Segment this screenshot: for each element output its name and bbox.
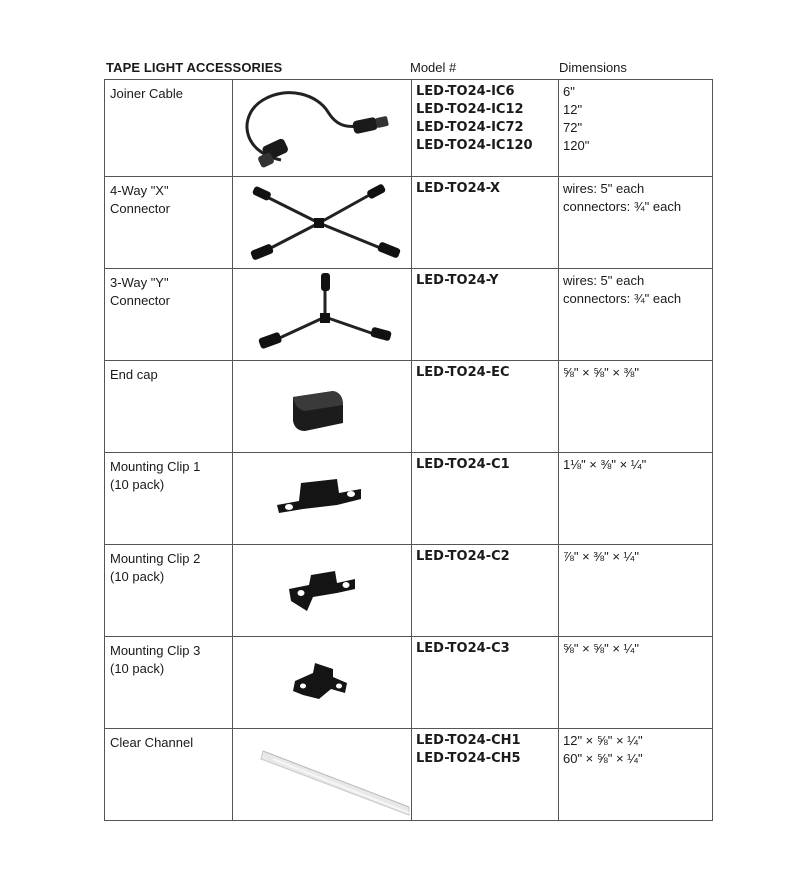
dimension-value: wires: 5" each [563,273,645,288]
accessories-table [104,79,713,821]
item-name: Mounting Clip 1 [110,459,201,474]
item-name: Joiner Cable [110,86,183,101]
model-cell [412,637,559,729]
model-cell [412,361,559,453]
model-number: LED-TO24-X [416,181,501,196]
item-name-cell [105,637,233,729]
dimension-value: wires: 5" each [563,181,645,196]
dimensions-cell [559,80,713,177]
x-connector-image [233,177,412,269]
mounting-clip-1-image [233,453,412,545]
model-number: LED-TO24-IC6 [416,84,515,99]
dimension-value: connectors: ¾" each [563,199,682,214]
item-name: Clear Channel [110,735,194,750]
model-cell [412,80,559,177]
dimensions-cell [559,545,713,637]
dimension-value: 1⅛" × ⅜" × ¼" [563,457,647,472]
item-name-cell [105,80,233,177]
dimensions-cell [559,729,713,821]
item-name: 4-Way "X" [110,183,169,198]
dimension-value: connectors: ¾" each [563,291,682,306]
item-name: Mounting Clip 3 [110,643,201,658]
dimension-value: ⅝" × ⅝" × ¼" [563,641,640,656]
table-row [105,729,713,821]
table-title: TAPE LIGHT ACCESSORIES [106,60,283,75]
model-number: LED-TO24-Y [416,273,499,288]
dimension-value: 12" × ⅝" × ¼" [563,733,643,748]
model-number: LED-TO24-CH1 [416,733,521,748]
item-name-cell [105,269,233,361]
dimension-value: 6" [563,84,575,99]
dimension-value: 60" × ⅝" × ¼" [563,751,643,766]
model-number: LED-TO24-CH5 [416,751,521,766]
table-row [105,637,713,729]
dimensions-cell [559,269,713,361]
item-name: 3-Way "Y" [110,275,169,290]
model-number: LED-TO24-IC120 [416,138,533,153]
end-cap-image [233,361,412,453]
dimension-value: ⅝" × ⅝" × ⅜" [563,365,640,380]
item-name-cell [105,545,233,637]
dimensions-column-header: Dimensions [559,60,627,75]
item-name-cell [105,729,233,821]
joiner-cable-image [233,80,412,177]
model-number: LED-TO24-IC72 [416,120,524,135]
model-number: LED-TO24-C1 [416,457,510,472]
clear-channel-image [233,729,412,821]
item-name: Connector [110,293,170,308]
item-name-cell [105,453,233,545]
mounting-clip-2-image [233,545,412,637]
model-cell [412,453,559,545]
model-cell [412,177,559,269]
item-name: Mounting Clip 2 [110,551,201,566]
table-row [105,453,713,545]
dimensions-cell [559,637,713,729]
dimensions-cell [559,453,713,545]
item-name: (10 pack) [110,569,165,584]
table-row [105,361,713,453]
model-number: LED-TO24-C2 [416,549,510,564]
item-name-cell [105,361,233,453]
model-number: LED-TO24-C3 [416,641,510,656]
table-row [105,177,713,269]
item-name-cell [105,177,233,269]
item-name: (10 pack) [110,477,165,492]
dimension-value: 120" [563,138,590,153]
table-row [105,80,713,177]
model-cell [412,269,559,361]
model-number: LED-TO24-IC12 [416,102,524,117]
model-number: LED-TO24-EC [416,365,510,380]
dimensions-cell [559,177,713,269]
y-connector-image [233,269,412,361]
dimension-value: 12" [563,102,583,117]
mounting-clip-3-image [233,637,412,729]
item-name: (10 pack) [110,661,165,676]
model-cell [412,729,559,821]
dimension-value: ⅞" × ⅜" × ¼" [563,549,640,564]
dimensions-cell [559,361,713,453]
table-row [105,269,713,361]
model-column-header: Model # [410,60,457,75]
item-name: Connector [110,201,170,216]
dimension-value: 72" [563,120,583,135]
model-cell [412,545,559,637]
item-name: End cap [110,367,158,382]
table-row [105,545,713,637]
